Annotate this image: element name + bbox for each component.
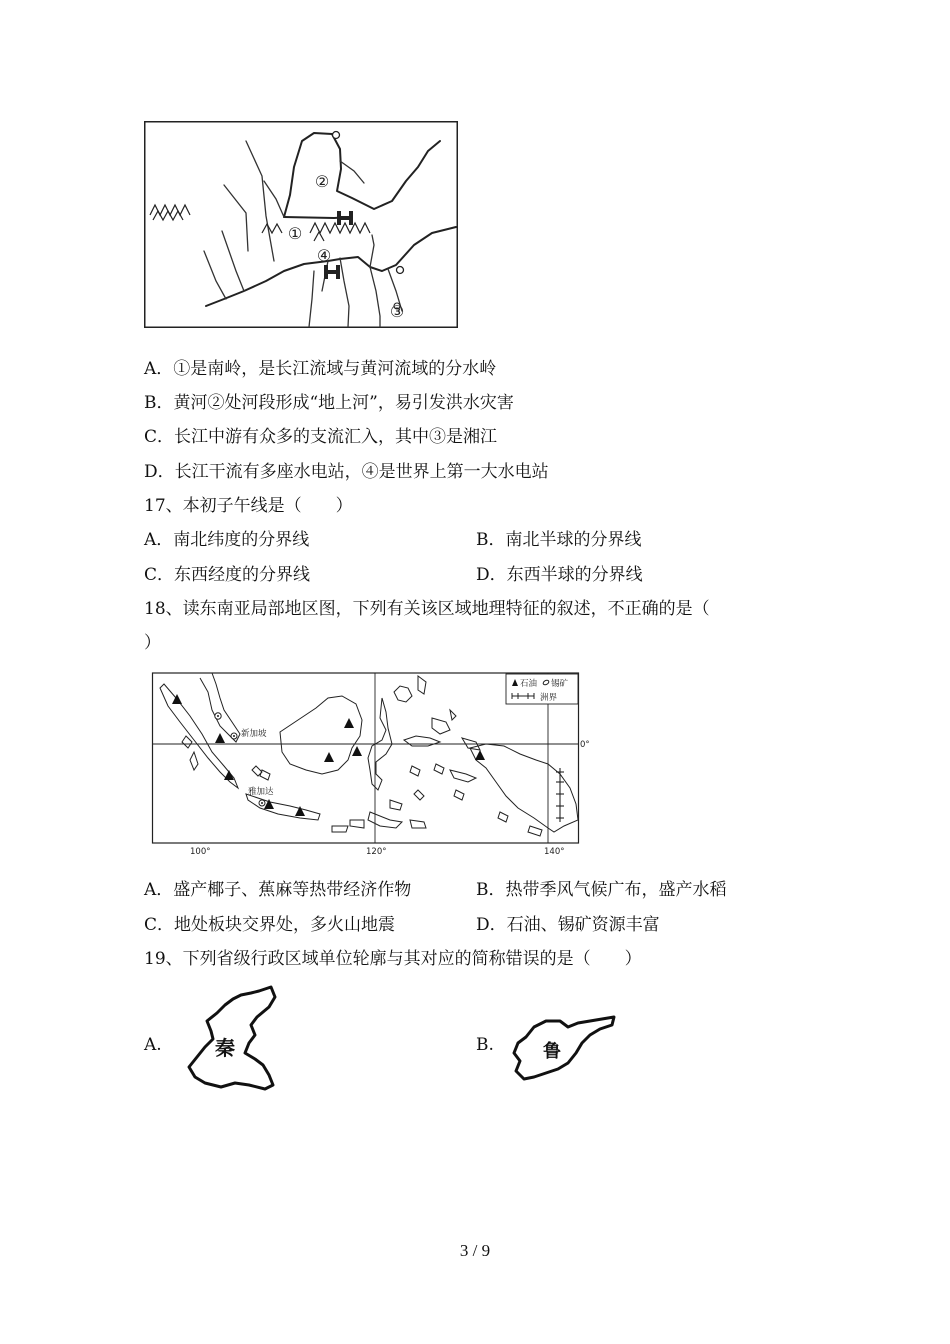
q17-option-c: C．东西经度的分界线	[144, 565, 311, 585]
shape-a-text: 秦	[215, 1036, 235, 1060]
q18-stem-line2: ）	[144, 633, 161, 653]
q17-option-b: B．南北半球的分界线	[476, 530, 642, 550]
page-number: 3 / 9	[459, 1241, 491, 1260]
q16-option-a: A．①是南岭，是长江流域与黄河流域的分水岭	[144, 359, 497, 379]
q17-option-d: D．东西半球的分界线	[476, 565, 643, 585]
label-2: ②	[314, 172, 330, 191]
shaanxi-outline	[185, 985, 285, 1093]
lat-0-label: 0°	[580, 740, 590, 750]
q18-option-d: D．石油、锡矿资源丰富	[476, 915, 660, 935]
q18-stem-line1: 18、读东南亚局部地区图，下列有关该区域地理特征的叙述，不正确的是（	[144, 599, 710, 619]
label-singapore: 新加坡	[241, 729, 267, 739]
q19-stem: 19、下列省级行政区域单位轮廓与其对应的简称错误的是（ ）	[144, 949, 642, 969]
legend-tin-label: 锡矿	[551, 679, 569, 689]
q19-option-b-label: B.	[476, 1035, 494, 1055]
legend-oil-label: 石油	[520, 679, 538, 689]
label-4: ④	[316, 246, 332, 265]
q19-option-a-label: A.	[144, 1035, 162, 1055]
lon-100-label: 100°	[190, 847, 211, 857]
southeast-asia-map	[150, 670, 590, 858]
label-jakarta: 雅加达	[248, 787, 274, 797]
label-1: ①	[287, 224, 303, 243]
shandong-outline	[506, 1015, 618, 1083]
q17-stem: 17、本初子午线是（ ）	[144, 496, 353, 516]
q18-option-c: C．地处板块交界处，多火山地震	[144, 915, 396, 935]
china-rivers-map	[144, 121, 458, 328]
q16-option-b: B．黄河②处河段形成“地上河”，易引发洪水灾害	[144, 393, 514, 413]
q16-option-c: C．长江中游有众多的支流汇入，其中③是湘江	[144, 427, 498, 447]
q18-option-b: B．热带季风气候广布，盛产水稻	[476, 880, 727, 900]
lon-120-label: 120°	[366, 847, 387, 857]
q17-option-a: A．南北纬度的分界线	[144, 530, 310, 550]
q16-option-d: D．长江干流有多座水电站，④是世界上第一大水电站	[144, 462, 549, 482]
shape-b-text: 鲁	[543, 1041, 561, 1062]
label-3: ③	[389, 302, 405, 321]
legend-boundary-label: 洲界	[540, 693, 558, 703]
q18-option-a: A．盛产椰子、蕉麻等热带经济作物	[144, 880, 412, 900]
lon-140-label: 140°	[544, 847, 565, 857]
